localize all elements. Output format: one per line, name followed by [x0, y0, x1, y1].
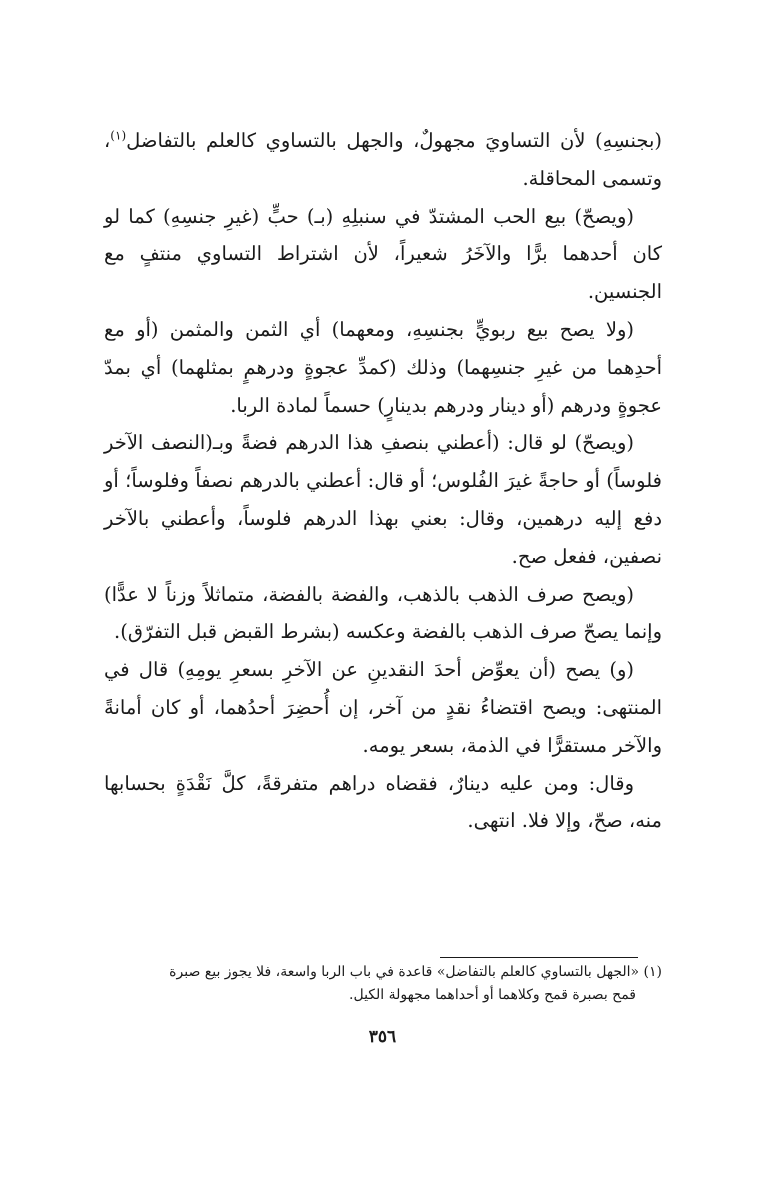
- footnote-reference[interactable]: (١): [110, 128, 127, 143]
- footnote: [104, 961, 662, 1007]
- paragraph-1-text-end: ، وتسمى المحاقلة.: [104, 129, 662, 190]
- paragraph-3: (ولا يصح بيع ربويٍّ بجنسِهِ، ومعهما) أي الثمن والمثمن (أو مع أحدِهما من غيرِ جنسِهما) وذلك (كمدِّ عجوةٍ ودرهمٍ بمثلهما) أي بمدّ عجوةٍ ودرهم (أو دينار ودرهم بدينارٍ) حسماً لمادة الربا.: [104, 317, 662, 417]
- main-text: [104, 122, 662, 840]
- footnote-line-1: [104, 961, 662, 984]
- paragraph-4: (ويصحّ) لو قال: (أعطني بنصفِ هذا الدرهم فضةً وبـ(النصف الآخر فلوساً) أو حاجةً غيرَ الفُلوس؛ أو قال: أعطني بالدرهم نصفاً وفلوساً؛ أو دفع إليه درهمين، وقال: بعني بهذا الدرهم فلوساً، وأعطني بالآخر نصفين، ففعل صح.: [104, 431, 662, 568]
- paragraph-1: [104, 122, 662, 198]
- paragraph-1-text: (بجنسِهِ) لأن التساويَ مجهولٌ، والجهل بالتساوي كالعلم بالتفاضل: [126, 129, 662, 152]
- page-number: ٣٥٦: [368, 1027, 397, 1047]
- paragraph-6: (و) يصح (أن يعوِّض أحدَ النقدينِ عن الآخرِ بسعرِ يومِهِ) قال في المنتهى: ويصح اقتضاءُ نقدٍ من آخر، إن أُحضِرَ أحدُهما، أو كان أمانةً والآخر مستقرًّا في الذمة، بسعر يومه.: [104, 658, 662, 757]
- paragraph-7: وقال: ومن عليه دينارٌ، فقضاه دراهم متفرقةً، كلَّ نَقْدَةٍ بحسابها منه، صحّ، وإلا فلا. انتهى.: [104, 771, 662, 833]
- footnote-separator: [440, 957, 638, 958]
- paragraph-5: (ويصح صرف الذهب بالذهب، والفضة بالفضة، متماثلاً وزناً لا عدًّا) وإنما يصحّ صرف الذهب بالفضة وعكسه (بشرط القبض قبل التفرّق).: [104, 582, 662, 644]
- paragraph-2: (ويصحّ) بيع الحب المشتدّ في سنبلِهِ (بـ) حبٍّ (غيرِ جنسِهِ) كما لو كان أحدهما برًّا والآخَرُ شعيراً، لأن اشتراط التساوي منتفٍ مع الجنسين.: [104, 204, 662, 304]
- footnote-text: «الجهل بالتساوي كالعلم بالتفاضل» قاعدة في باب الربا واسعة، فلا يجوز بيع صبرة: [169, 964, 640, 980]
- footnote-continuation: قمح بصبرة قمح وكلاهما أو أحداهما مجهولة الكيل.: [349, 987, 636, 1003]
- footnote-marker: (١): [643, 964, 662, 980]
